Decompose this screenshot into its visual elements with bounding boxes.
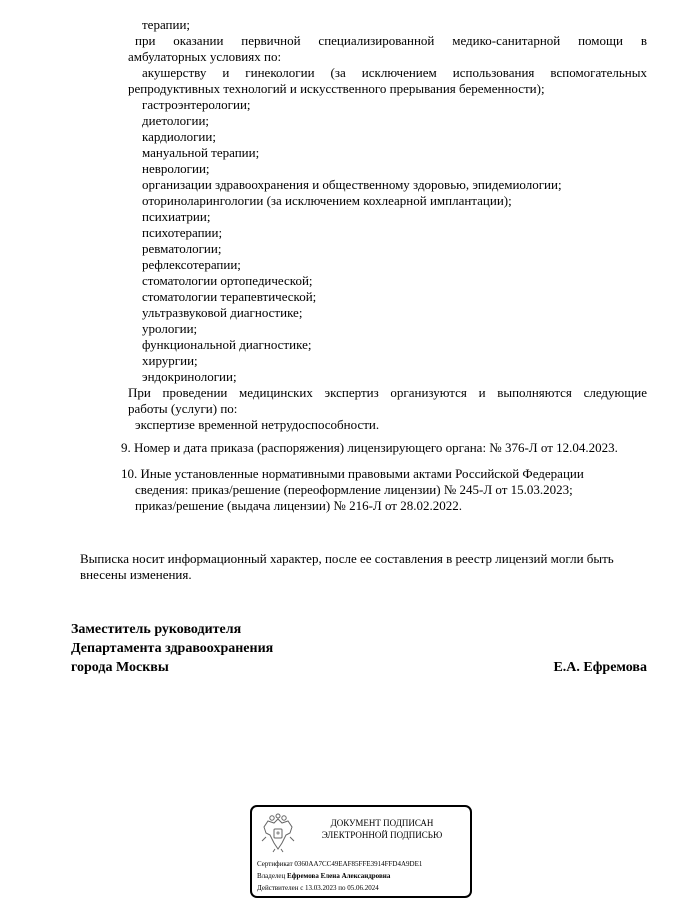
stamp-validity: Действителен с 13.03.2023 по 05.06.2024 xyxy=(257,884,379,892)
text-line: при оказании первичной специализированной медико-санитарной помощи в xyxy=(135,33,647,48)
e-signature-stamp xyxy=(250,805,472,898)
list-item: эндокринологии; xyxy=(142,369,237,384)
list-item: ревматологии; xyxy=(142,241,222,256)
stamp-owner-label: Владелец xyxy=(257,872,286,880)
list-item: стоматологии ортопедической; xyxy=(142,273,313,288)
stamp-title: ДОКУМЕНТ ПОДПИСАН ЭЛЕКТРОННОЙ ПОДПИСЬЮ xyxy=(321,818,443,840)
signatory-name: Е.А. Ефремова xyxy=(553,660,647,675)
text-line: репродуктивных технологий и искусственного прерывания беременности); xyxy=(128,81,545,96)
item-10-line: 10. Иные установленные нормативными правовыми актами Российской Федерации xyxy=(121,466,584,481)
list-item: психотерапии; xyxy=(142,225,223,240)
notice-line: Выписка носит информационный характер, после ее составления в реестр лицензий могли быть xyxy=(80,551,614,566)
list-item: диетологии; xyxy=(142,113,210,128)
text-line: При проведении медицинских экспертиз организуются и выполняются следующие xyxy=(128,385,647,400)
list-item: оториноларингологии (за исключением кохлеарной имплантации); xyxy=(142,193,512,208)
list-item: рефлексотерапии; xyxy=(142,257,241,272)
item-10-line: сведения: приказ/решение (переоформление лицензии) № 245-Л от 15.03.2023; xyxy=(135,482,573,497)
stamp-owner xyxy=(257,872,390,881)
list-item: стоматологии терапевтической; xyxy=(142,289,317,304)
notice-line: внесены изменения. xyxy=(80,567,192,582)
stamp-owner-name: Ефремова Елена Александровна xyxy=(287,872,391,880)
text-line: терапии; xyxy=(142,17,191,32)
list-item: урологии; xyxy=(142,321,198,336)
list-item: кардиологии; xyxy=(142,129,216,144)
list-item: организации здравоохранения и общественному здоровью, эпидемиологии; xyxy=(142,177,562,192)
coat-of-arms-icon xyxy=(260,813,296,853)
text-line: экспертизе временной нетрудоспособности. xyxy=(135,417,380,432)
stamp-certificate: Сертификат 0360AA7CC49EAF85FFE3914FFD4A9DE1 xyxy=(257,860,423,868)
list-item: гастроэнтерологии; xyxy=(142,97,251,112)
item-9: 9. Номер и дата приказа (распоряжения) лицензирующего органа: № 376-Л от 12.04.2023. xyxy=(121,440,618,455)
text-line: работы (услуги) по: xyxy=(128,401,238,416)
list-item: функциональной диагностике; xyxy=(142,337,312,352)
item-10-line: приказ/решение (выдача лицензии) № 216-Л от 28.02.2022. xyxy=(135,498,462,513)
signatory-position: Заместитель руководителя xyxy=(71,622,242,637)
list-item: хирургии; xyxy=(142,353,198,368)
list-item: психиатрии; xyxy=(142,209,211,224)
signatory-position: города Москвы xyxy=(71,660,169,675)
list-item: неврологии; xyxy=(142,161,210,176)
text-line: амбулаторных условиях по: xyxy=(128,49,282,64)
list-item: мануальной терапии; xyxy=(142,145,260,160)
signatory-position: Департамента здравоохранения xyxy=(71,641,274,656)
text-line: акушерству и гинекологии (за исключением использования вспомогательных xyxy=(142,65,647,80)
list-item: ультразвуковой диагностике; xyxy=(142,305,303,320)
